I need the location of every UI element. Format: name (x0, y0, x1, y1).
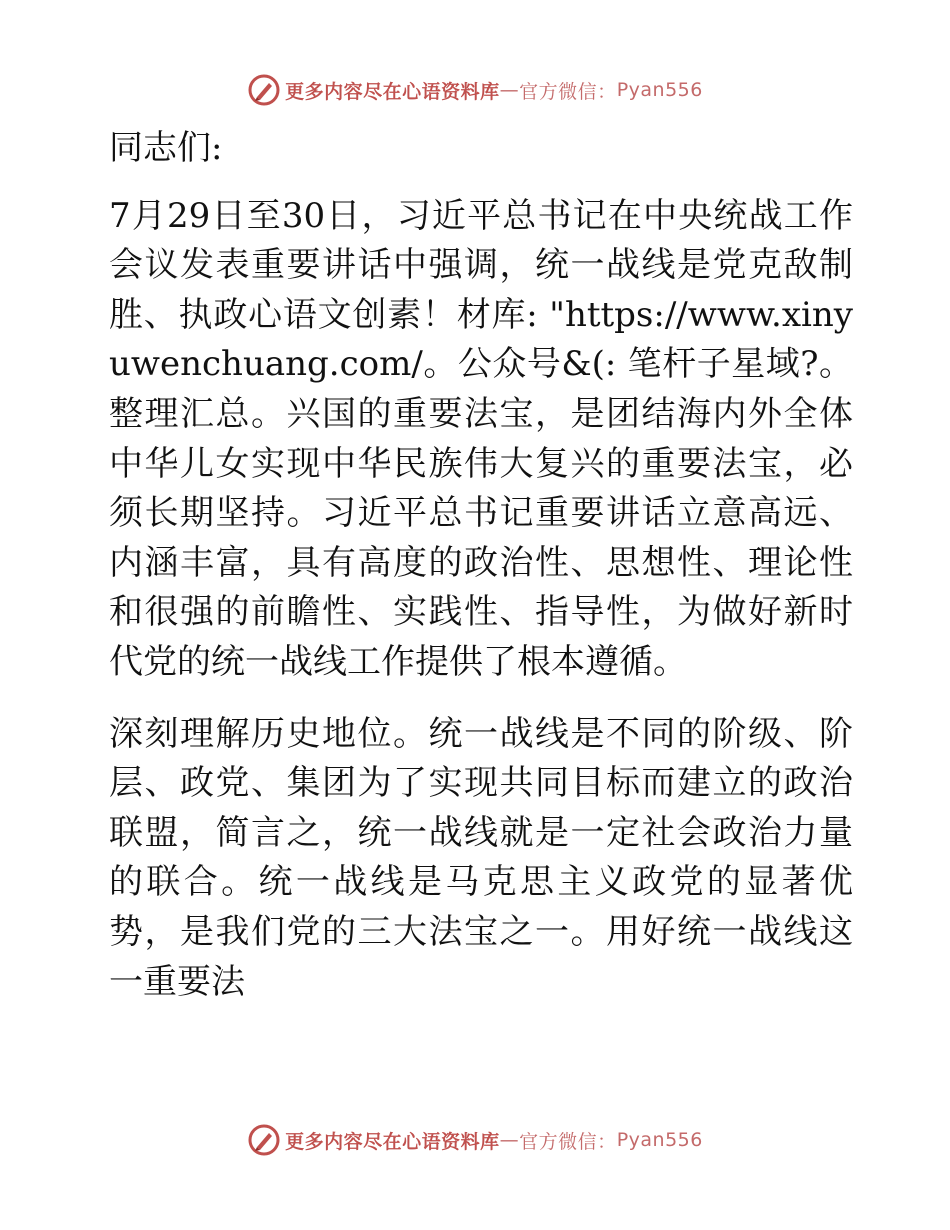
footer-wechat-label: 官方微信： (519, 1130, 617, 1153)
header-brand: 更多内容尽在心语资料库 (285, 80, 500, 103)
document-body (97, 124, 853, 1029)
pen-logo-icon (247, 73, 281, 107)
footer-wechat-id: Pyan556 (616, 1129, 703, 1151)
header-wechat-id: Pyan556 (616, 79, 703, 101)
footer-brand: 更多内容尽在心语资料库 (285, 1130, 500, 1153)
paragraph-2: 深刻理解历史地位。统一战线是不同的阶级、阶层、政党、集团为了实现共同目标而建立的政治联盟，简言之，统一战线就是一定社会政治力量的联合。统一战线是马克思主义政党的显著优势，是我们党的三大法宝之一。用好统一战线这一重要法 (109, 713, 853, 1002)
footer-watermark (0, 1120, 950, 1160)
paragraph-1: 7月29日至30日，习近平总书记在中央统战工作会议发表重要讲话中强调，统一战线是党克敌制胜、执政心语文创素！材库: "https://www.xinyuwenchuang.com/。公众号&(: 笔杆子星域?。整理汇总。兴国的重要法宝，是团结海内外全体中华儿女实现中华民族伟大复兴的重要法宝，必须长期坚持。习近平总书记重要讲话立意高远、内涵丰富，具有高度的政治性、思想性、理论性和很强的前瞻性、实践性、指导性，为做好新时代党的统一战线工作提供了根本遵循。 (109, 195, 853, 682)
pen-logo-icon (247, 1123, 281, 1157)
header-separator: — (499, 79, 520, 101)
greeting: 同志们: (109, 128, 223, 168)
footer-separator: — (499, 1129, 520, 1151)
header-watermark (0, 70, 950, 110)
header-wechat-label: 官方微信： (519, 80, 617, 103)
